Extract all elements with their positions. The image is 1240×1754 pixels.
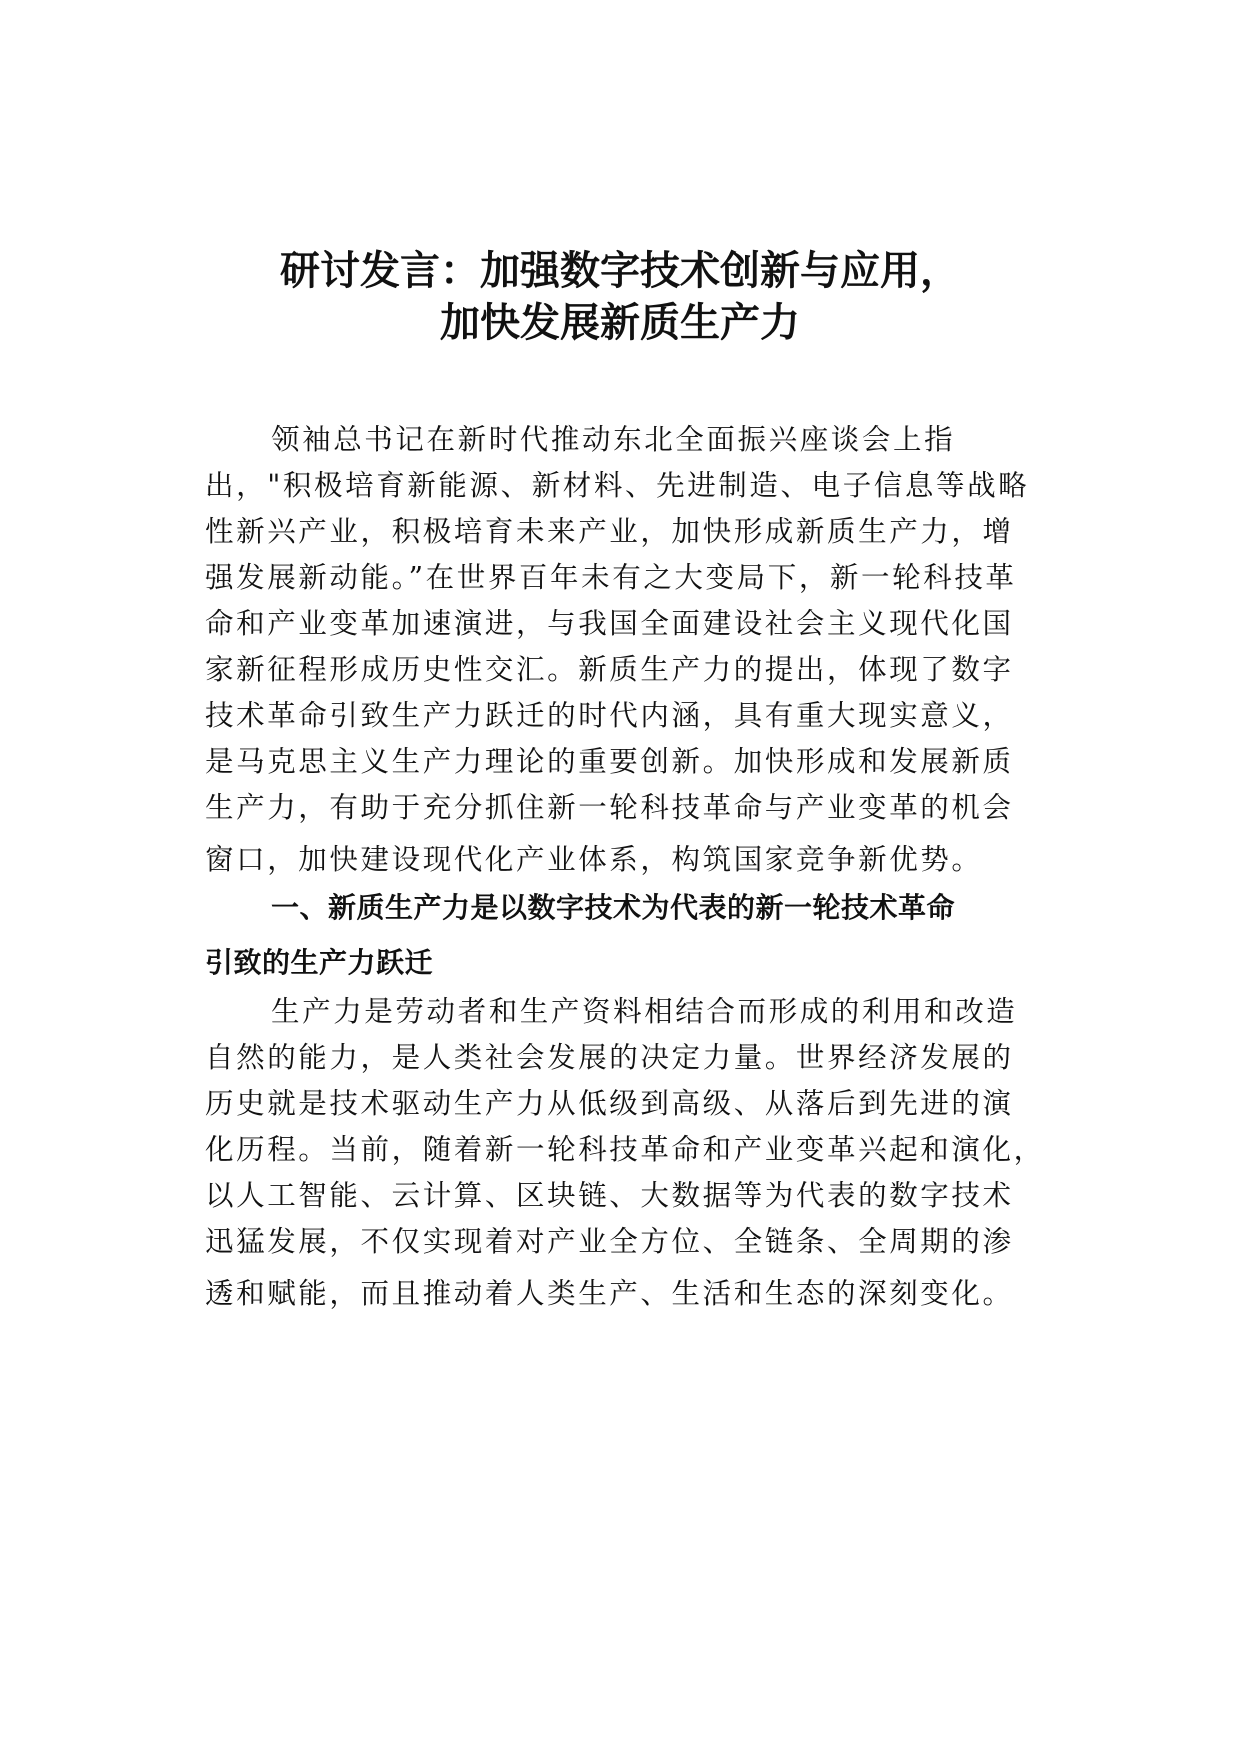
- title-line-1: 研讨发言：加强数字技术创新与应用，: [280, 248, 960, 294]
- paragraph-line: 化历程。当前，随着新一轮科技革命和产业变革兴起和演化，: [205, 1133, 1045, 1166]
- paragraph-line: 出，"积极培育新能源、新材料、先进制造、电子信息等战略: [205, 469, 1030, 502]
- paragraph-line: 是马克思主义生产力理论的重要创新。加快形成和发展新质: [205, 745, 1014, 778]
- paragraph-line: 历史就是技术驱动生产力从低级到高级、从落后到先进的演: [205, 1087, 1014, 1120]
- paragraph-line: 性新兴产业，积极培育未来产业，加快形成新质生产力，增: [205, 515, 1014, 548]
- paragraph-line: 透和赋能，而且推动着人类生产、生活和生态的深刻变化。: [205, 1277, 1014, 1310]
- paragraph-line: 以人工智能、云计算、区块链、大数据等为代表的数字技术: [205, 1179, 1014, 1212]
- paragraph-line: 强发展新动能。”在世界百年未有之大变局下，新一轮科技革: [205, 561, 1017, 594]
- paragraph-line: 窗口，加快建设现代化产业体系，构筑国家竞争新优势。: [205, 843, 983, 876]
- document-title: [120, 245, 1120, 349]
- paragraph-line: 家新征程形成历史性交汇。新质生产力的提出，体现了数字: [205, 653, 1014, 686]
- title-line-2: 加快发展新质生产力: [440, 300, 800, 346]
- paragraph-line: 技术革命引致生产力跃迁的时代内涵，具有重大现实意义，: [205, 699, 1014, 732]
- paragraph-line: 自然的能力，是人类社会发展的决定力量。世界经济发展的: [205, 1041, 1014, 1074]
- section-heading-line-1: 一、新质生产力是以数字技术为代表的新一轮技术革命: [271, 891, 956, 924]
- section-heading-line-2: 引致的生产力跃迁: [205, 946, 434, 979]
- paragraph-line: 领袖总书记在新时代推动东北全面振兴座谈会上指: [271, 423, 956, 456]
- paragraph-line: 生产力，有助于充分抓住新一轮科技革命与产业变革的机会: [205, 791, 1014, 824]
- paragraph-line: 生产力是劳动者和生产资料相结合而形成的利用和改造: [271, 995, 1018, 1028]
- paragraph-line: 命和产业变革加速演进，与我国全面建设社会主义现代化国: [205, 607, 1014, 640]
- paragraph-line: 迅猛发展，不仅实现着对产业全方位、全链条、全周期的渗: [205, 1225, 1014, 1258]
